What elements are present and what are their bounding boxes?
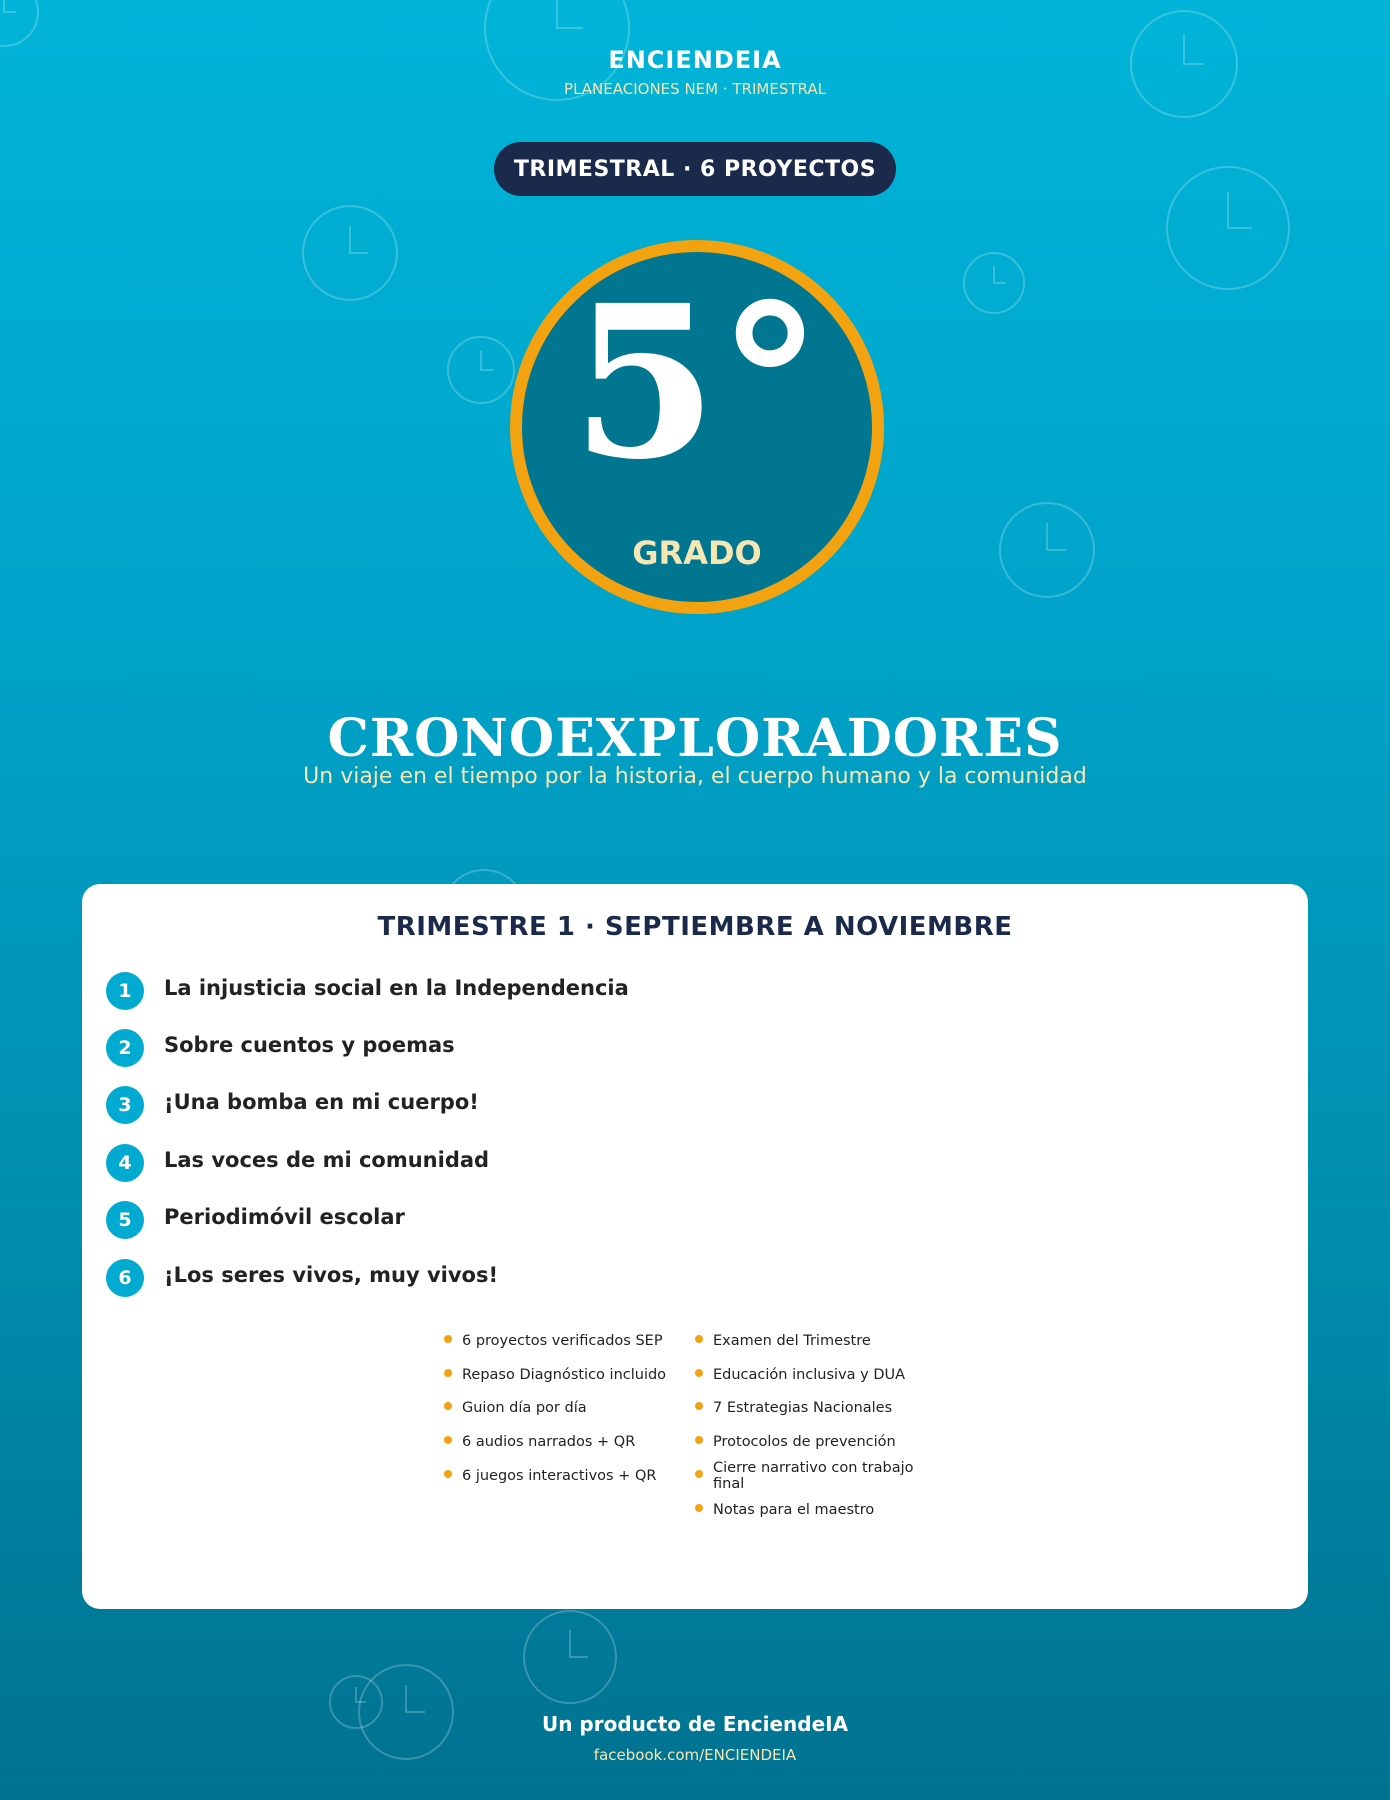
feature-item: Notas para el maestro [695, 1493, 946, 1527]
bullet-icon [444, 1402, 452, 1410]
project-name: ¡Los seres vivos, muy vivos! [164, 1262, 499, 1287]
card-title: TRIMESTRE 1 · SEPTIEMBRE A NOVIEMBRE [377, 912, 1013, 942]
footer [0, 1712, 1390, 1764]
project-number-badge: 3 [106, 1086, 144, 1124]
project-name: Las voces de mi comunidad [164, 1147, 490, 1172]
bullet-icon [695, 1335, 703, 1343]
clock-icon [964, 253, 1024, 313]
feature-item: Guion día por día [444, 1392, 695, 1426]
list-item [106, 1134, 629, 1191]
clock-icon [1167, 167, 1289, 289]
bullet-icon [444, 1335, 452, 1343]
clock-icon [0, 0, 38, 46]
feature-item: 7 Estrategias Nacionales [695, 1392, 946, 1426]
page-title: CRONOEXPLORADORES [327, 708, 1063, 769]
feature-item: Educación inclusiva y DUA [695, 1358, 946, 1392]
project-number-badge: 4 [106, 1144, 144, 1182]
clock-icon [303, 206, 397, 300]
brand-subtitle: PLANEACIONES NEM · TRIMESTRAL [564, 80, 826, 98]
bullet-icon [695, 1369, 703, 1377]
project-list [106, 962, 629, 1306]
bullet-icon [695, 1436, 703, 1444]
feature-item: Repaso Diagnóstico incluido [444, 1358, 695, 1392]
project-name: Sobre cuentos y poemas [164, 1033, 455, 1058]
project-name: La injusticia social en la Independencia [164, 975, 629, 1000]
header [0, 46, 1390, 98]
list-item [106, 1192, 629, 1249]
bullet-icon [695, 1470, 703, 1478]
project-number-badge: 6 [106, 1259, 144, 1297]
clock-icon [1000, 503, 1094, 597]
feature-list [444, 1324, 946, 1527]
list-item [106, 962, 629, 1019]
page-subtitle: Un viaje en el tiempo por la historia, el cuerpo humano y la comunidad [303, 764, 1087, 789]
feature-item: Protocolos de prevención [695, 1425, 946, 1459]
project-name: Periodimóvil escolar [164, 1205, 405, 1230]
project-number-badge: 5 [106, 1201, 144, 1239]
clock-icon [524, 1611, 616, 1703]
brand-name: ENCIENDEIA [608, 46, 782, 74]
bullet-icon [444, 1470, 452, 1478]
feature-column-right [695, 1324, 946, 1527]
bullet-icon [695, 1402, 703, 1410]
bullet-icon [695, 1504, 703, 1512]
list-item [106, 1077, 629, 1134]
trimester-pill: TRIMESTRAL · 6 PROYECTOS [494, 142, 896, 196]
project-number-badge: 2 [106, 1029, 144, 1067]
grade-badge [510, 240, 884, 614]
bullet-icon [444, 1369, 452, 1377]
feature-item: 6 audios narrados + QR [444, 1425, 695, 1459]
bullet-icon [444, 1436, 452, 1444]
footer-credit: Un producto de EnciendeIA [541, 1712, 849, 1736]
list-item [106, 1019, 629, 1076]
grade-number: 5° [571, 259, 823, 506]
footer-link[interactable]: facebook.com/ENCIENDEIA [593, 1746, 797, 1764]
grade-label: GRADO [632, 534, 762, 572]
feature-item: Examen del Trimestre [695, 1324, 946, 1358]
project-number-badge: 1 [106, 972, 144, 1010]
feature-item: 6 proyectos verificados SEP [444, 1324, 695, 1358]
projects-card [82, 884, 1308, 1609]
project-name: ¡Una bomba en mi cuerpo! [164, 1090, 479, 1115]
clock-icon [448, 337, 514, 403]
feature-item: 6 juegos interactivos + QR [444, 1459, 695, 1493]
list-item [106, 1249, 629, 1306]
feature-item: Cierre narrativo con trabajo final [695, 1459, 946, 1493]
feature-column-left [444, 1324, 695, 1527]
